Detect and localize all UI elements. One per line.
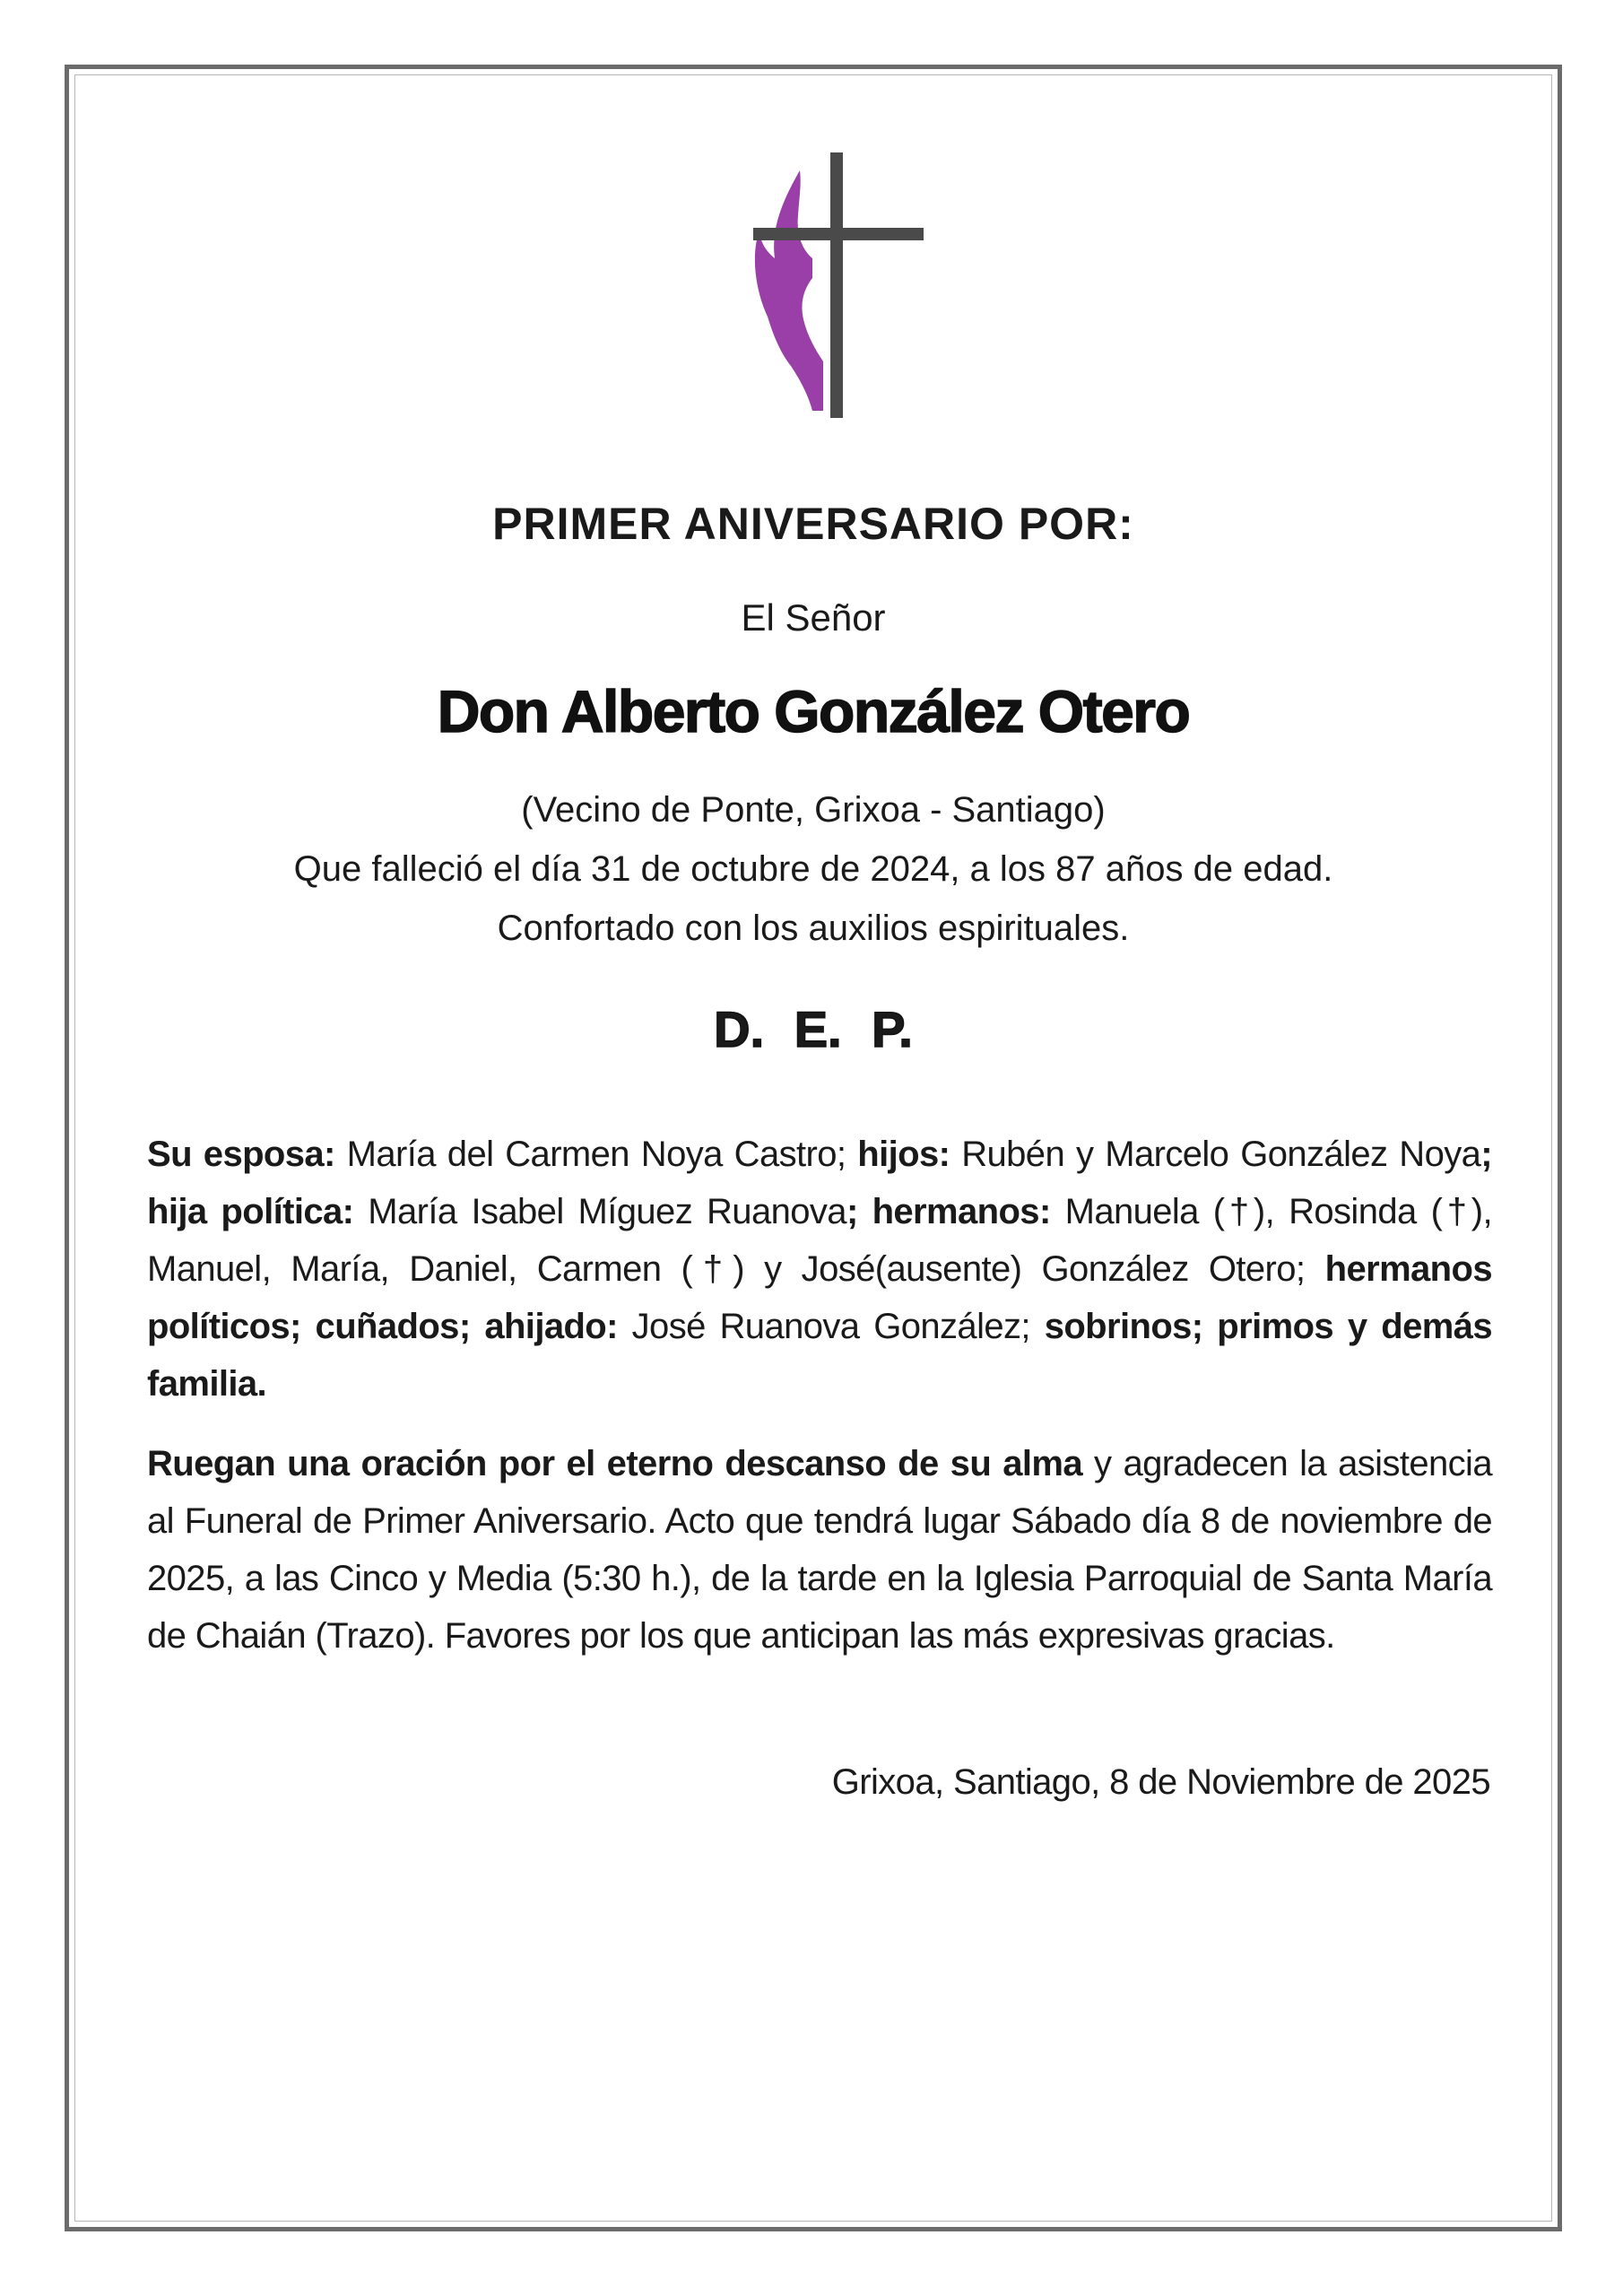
cross-horizontal-bar [753,228,924,240]
deceased-info [65,780,1562,958]
request-paragraph [147,1435,1492,1665]
esposa-value: María del Carmen Noya Castro; [334,1135,858,1174]
place-and-date: Grixoa, Santiago, 8 de Noviembre de 2025 [831,1762,1490,1802]
honorific: El Señor [741,596,886,639]
notice-heading: PRIMER ANIVERSARIO POR: [492,499,1134,549]
residence-line: (Vecino de Ponte, Grixoa - Santiago) [521,790,1106,830]
hijos-label: hijos: [857,1135,950,1174]
dep-abbreviation: D. E. P. [714,1001,913,1057]
hermanos-value: Manuela (†), Rosinda (†), Manuel, María, Daniel, Carmen (†) y José(ausente) González Otero; [147,1192,1492,1289]
request-lead: Ruegan una oración por el eterno descanso de su alma [147,1444,1082,1483]
family-paragraph [147,1126,1492,1413]
hijos-value: Rubén y Marcelo González Noya [950,1135,1481,1174]
separator: ; [1480,1135,1492,1174]
closing-family-label: sobrinos; primos y demás familia. [147,1307,1493,1404]
hermanos-politicos-label: hermanos políticos; cuñados; ahijado: [147,1249,1492,1346]
ahijado-value: José Ruanova González; [617,1307,1045,1346]
death-line: Que falleció el día 31 de octubre de 2024, a los 87 años de edad. [293,849,1333,889]
cross-with-purple-flame-icon [744,151,924,420]
request-text: y agradecen la asistencia al Funeral de Primer Aniversario. Acto que tendrá lugar Sábado día 8 de noviembre de 2025, a las Cinco y Media (5:30 h.), de la tarde en la Iglesia Parroquial de Santa María de Chaián (Trazo). Favores por los que anticipan las más expresivas gracias. [147,1444,1492,1656]
hija-politica-value: María Isabel Míguez Ruanova [353,1192,846,1231]
hija-politica-label: hija política: [147,1192,354,1231]
hermanos-label: ; hermanos: [846,1192,1051,1231]
comfort-line: Confortado con los auxilios espirituales. [497,909,1130,948]
esposa-label: Su esposa: [147,1135,335,1174]
cross-vertical-bar [830,152,843,418]
purple-flame-shape [755,170,823,411]
deceased-name: Don Alberto González Otero [437,678,1190,744]
